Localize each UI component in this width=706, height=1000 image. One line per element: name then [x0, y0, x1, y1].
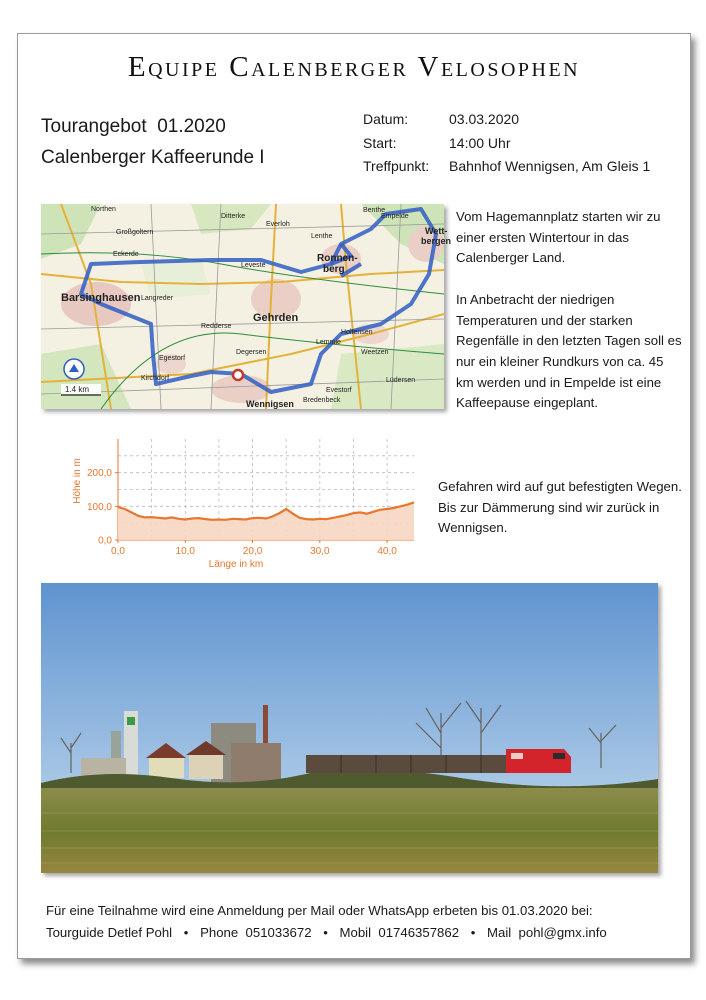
- map-label-northen: Northen: [91, 206, 116, 213]
- y-tick-label: 0,0: [98, 535, 112, 547]
- start-value: 14:00 Uhr: [449, 134, 511, 151]
- map-label-eckerde: Eckerde: [113, 251, 139, 258]
- map-label-evestorf: Evestorf: [326, 387, 352, 394]
- club-title: Equipe Calenberger Velosophen: [127, 51, 581, 83]
- contact-line: [46, 922, 607, 944]
- tour-heading: [41, 111, 265, 173]
- route-map: [41, 204, 452, 409]
- map-label-holtensen: Holtensen: [341, 329, 373, 336]
- map-label-gehrden: Gehrden: [253, 312, 299, 324]
- registration-note: Für eine Teilnahme wird eine Anmeldung per Mail oder WhatsApp erbeten bis 01.03.2020 bei:: [46, 903, 593, 918]
- map-label-everloh: Everloh: [266, 221, 290, 228]
- detail-date: [363, 108, 650, 132]
- mobile-label: Mobil: [339, 925, 372, 940]
- tour-guide: Tourguide Detlef Pohl: [46, 925, 173, 940]
- y-tick-label: 100,0: [86, 501, 112, 513]
- separator-dot: •: [323, 925, 328, 940]
- map-scale-label: 1.4 km: [65, 385, 90, 394]
- x-axis-label: Länge in km: [208, 559, 264, 570]
- detail-start: [363, 132, 650, 156]
- map-label-weetzen: Weetzen: [361, 349, 389, 356]
- map-label-wettbergen-2: bergen: [421, 236, 452, 246]
- tour-offer: Tourangebot 01.2020: [41, 116, 226, 137]
- y-axis-label: Höhe in m: [72, 458, 83, 504]
- elevation-chart: [36, 429, 406, 570]
- description-conditions: In Anbetracht der niedrigen Temperaturen und der starken Regenfälle in den letzten Tagen soll es nur ein kleiner Rundkurs von ca. 45 km werden und in Empelde ist eine Kaffeepause eingeplant.: [456, 291, 682, 411]
- detail-meeting-point: [363, 155, 650, 179]
- map-label-kirchdorf: Kirchdorf: [141, 375, 170, 382]
- map-label-bredenbeck: Bredenbeck: [303, 397, 341, 404]
- map-label-redderse: Redderse: [201, 323, 232, 330]
- flyer-page: [17, 33, 691, 959]
- map-label-ronnenberg-2: berg: [323, 264, 345, 275]
- x-tick-label: 10,0: [175, 546, 196, 557]
- y-tick-label: 200,0: [86, 468, 112, 480]
- train-landscape-image: [41, 583, 658, 873]
- map-label-wettbergen-1: Wett-: [425, 226, 448, 236]
- map-label-lenthe: Lenthe: [311, 233, 333, 240]
- tour-details: [363, 108, 650, 179]
- start-label: Start:: [363, 134, 397, 151]
- mail-address[interactable]: pohl@gmx.info: [518, 925, 607, 940]
- start-marker-icon: [233, 370, 243, 380]
- map-label-lemmie: Lemmie: [316, 339, 341, 346]
- elevation-area: [118, 502, 414, 540]
- map-label-luedersen: Lüdersen: [386, 377, 416, 384]
- meeting-label: Treffpunkt:: [363, 158, 430, 174]
- tour-description: [456, 207, 684, 435]
- mail-label: Mail: [487, 925, 512, 940]
- footer: [46, 900, 607, 944]
- separator-dot: •: [183, 925, 189, 940]
- x-tick-label: 20,0: [242, 546, 263, 557]
- road-conditions: Gefahren wird auf gut befestigten Wegen. Bis zur Dämmerung sind wir zurück in Wennigsen.: [438, 479, 682, 536]
- phone-label: Phone: [200, 925, 239, 940]
- separator-dot: •: [470, 925, 476, 940]
- x-tick-label: 40,0: [377, 546, 397, 557]
- map-label-ronnenberg-1: Ronnen-: [317, 253, 358, 264]
- date-value: 03.03.2020: [449, 111, 520, 127]
- map-label-barsinghausen: Barsinghausen: [61, 292, 141, 304]
- x-tick-label: 30,0: [310, 546, 330, 557]
- description-intro: Vom Hagemannplatz starten wir zu einer ersten Wintertour in das Calenberger Land.: [456, 209, 661, 266]
- map-label-benthe: Benthe: [363, 207, 386, 214]
- train-photo: [41, 583, 658, 873]
- date-label: Datum:: [363, 111, 409, 127]
- map-label-degersen: Degersen: [236, 349, 267, 356]
- mobile-number[interactable]: 01746357862: [378, 925, 460, 940]
- map-label-leveste: Leveste: [241, 262, 266, 269]
- map-label-grossgoltern: Großgoltern: [116, 229, 154, 236]
- route-map-graphic: [41, 204, 452, 409]
- x-tick-label: 0,0: [111, 546, 125, 557]
- map-label-egestorf: Egestorf: [159, 355, 186, 362]
- map-label-empelde: Empelde: [381, 213, 409, 220]
- map-label-langreder: Langreder: [141, 295, 173, 302]
- tour-name: Calenberger Kaffeerunde I: [41, 147, 265, 168]
- phone-number[interactable]: 051033672: [245, 925, 312, 940]
- meeting-value: Bahnhof Wennigsen, Am Gleis 1: [449, 158, 651, 174]
- map-label-ditterke: Ditterke: [221, 213, 246, 220]
- elevation-profile: [36, 429, 406, 570]
- map-label-wennigsen: Wennigsen: [246, 399, 294, 409]
